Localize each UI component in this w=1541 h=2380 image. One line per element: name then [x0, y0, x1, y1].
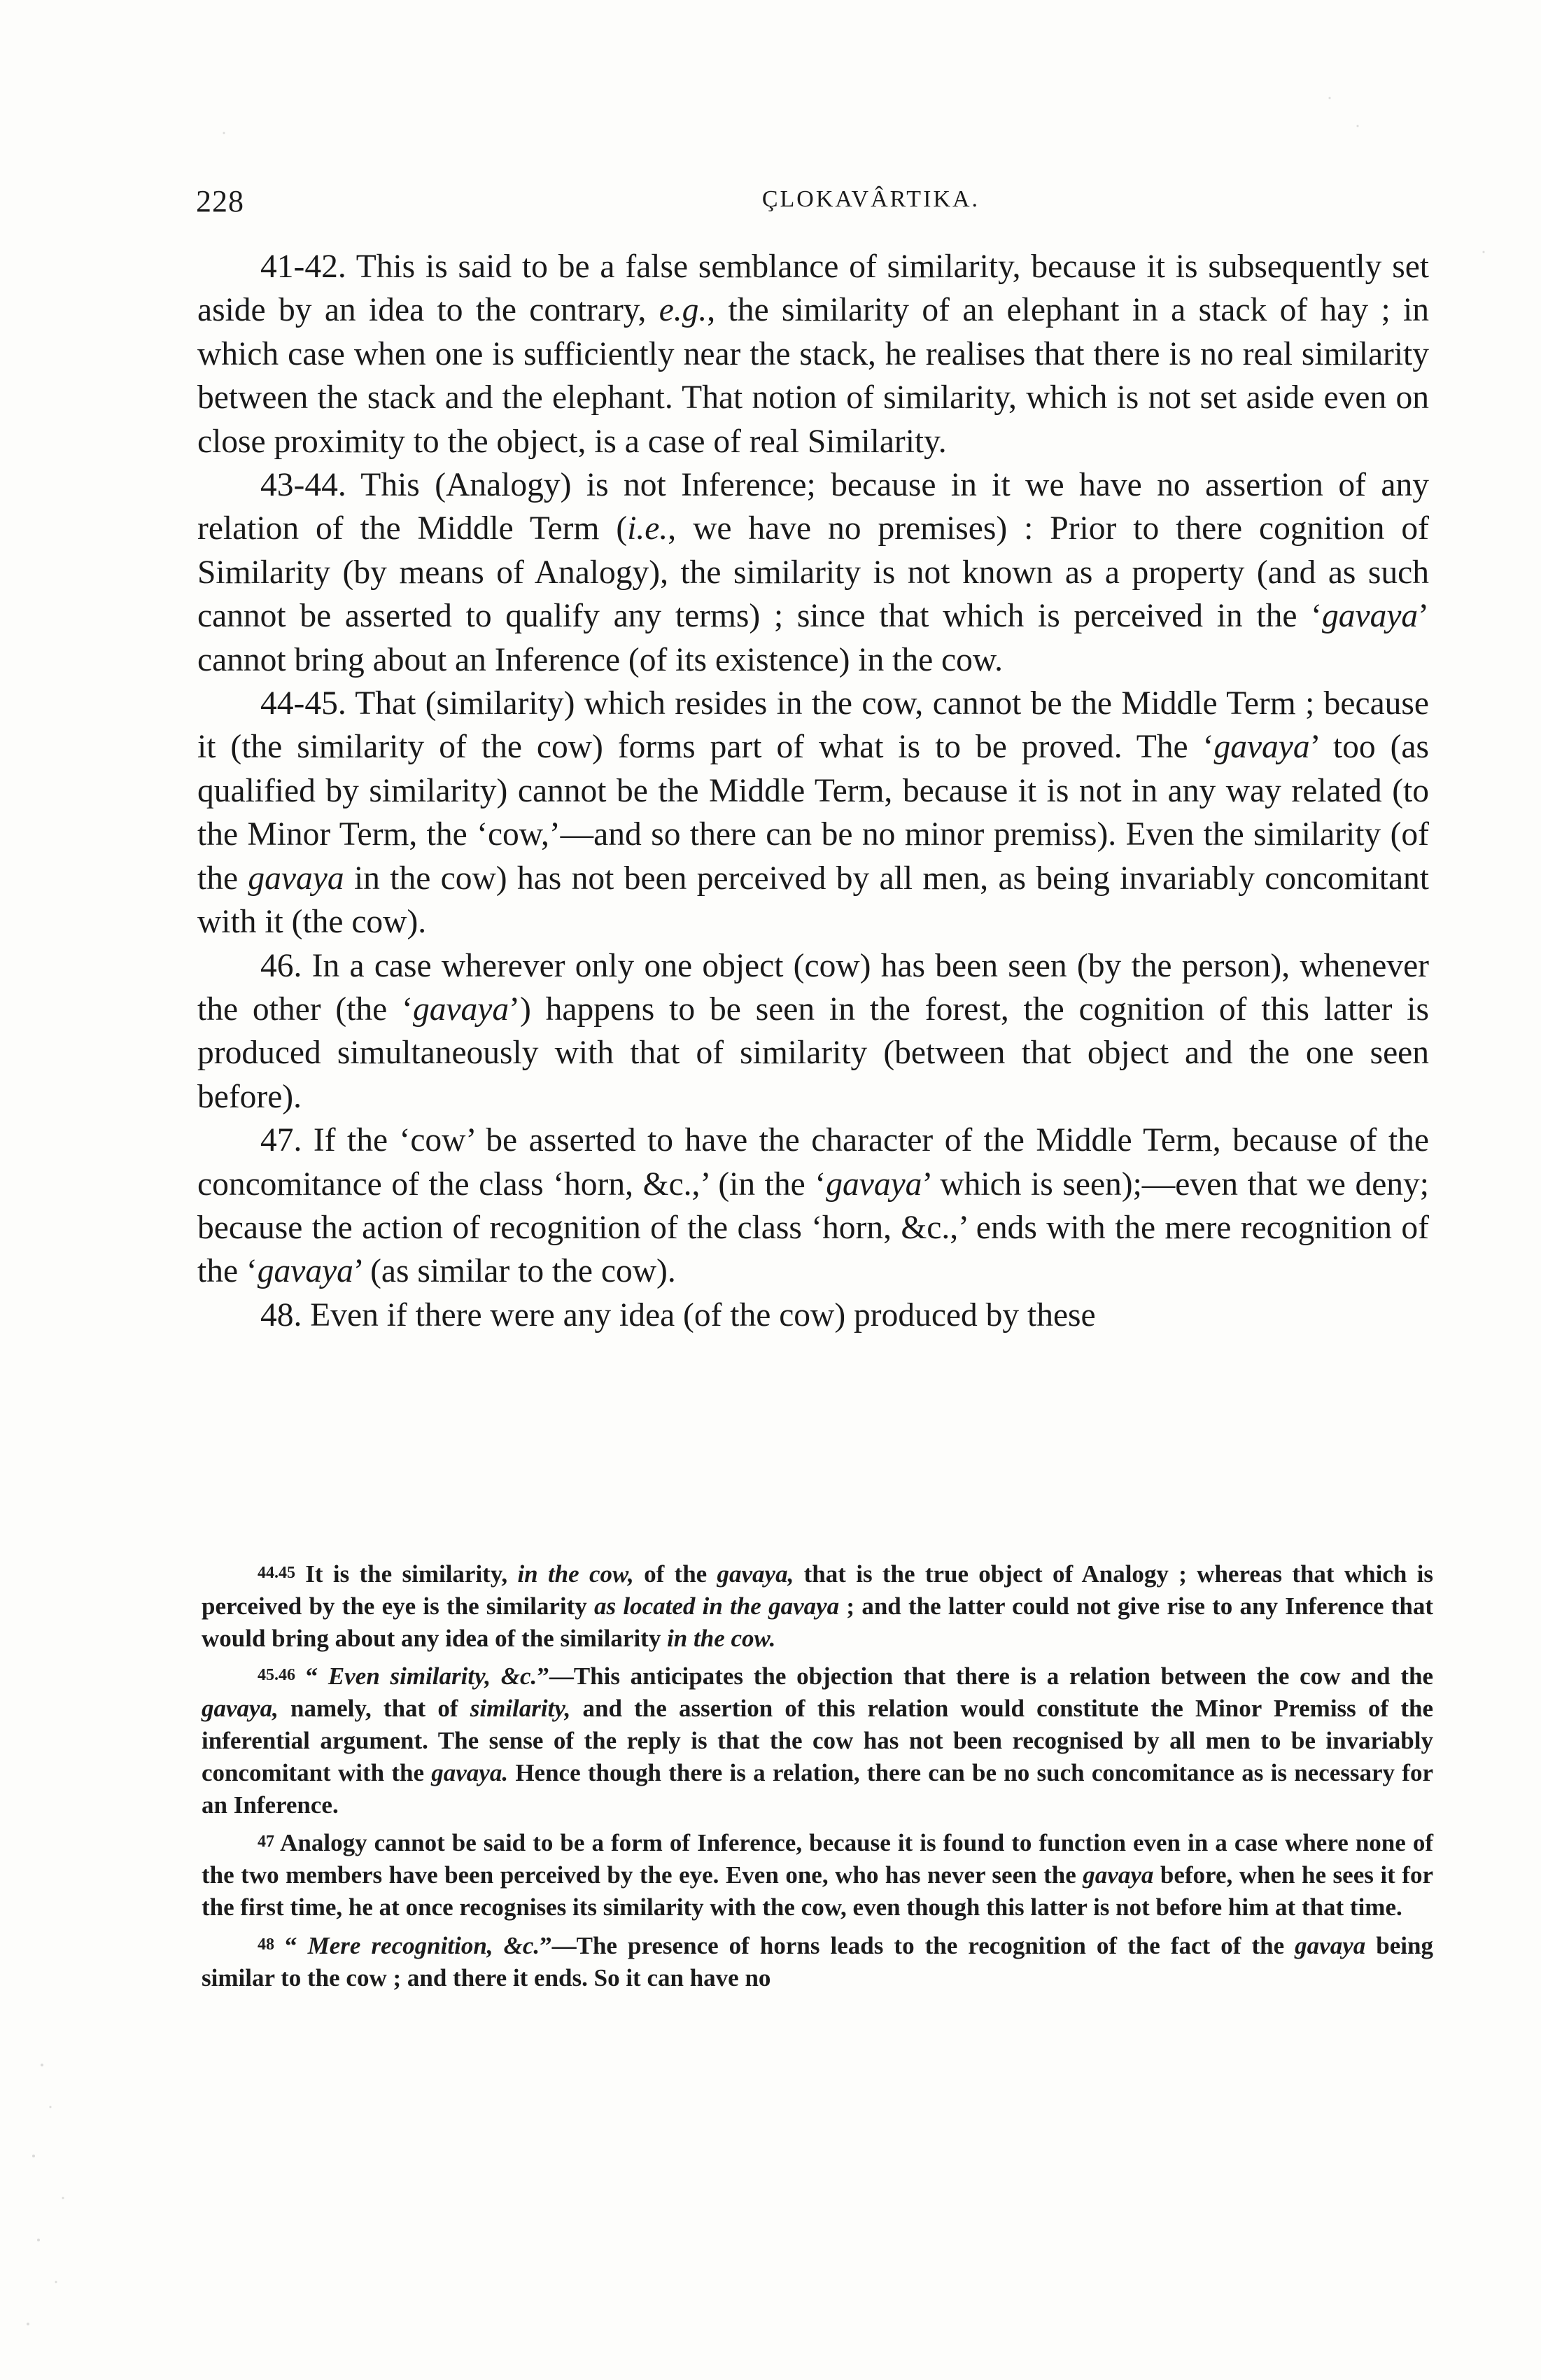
verse-number: 48.	[260, 1296, 302, 1334]
verse-paragraph: 41-42. This is said to be a false semblance of similarity, because it is subsequently set aside by an idea to the contrary, e.g., the similarity of an elephant in a stack of hay ; in which case when one is sufficiently near the stack, he realises that there is no real similarity between the stack and the elephant. That notion of similarity, which is not set aside even on close proximity to the object, is a case of real Similarity.	[197, 248, 1429, 460]
footnote: 44.45 It is the similarity, in the cow, of the gavaya, that is the true object of Analogy ; whereas that which is perceived by the eye is the similarity as located in the gavaya ; and the latter could not give rise to any Inference that would bring about any idea of the similarity in the cow.	[202, 1560, 1434, 1652]
verse-number: 41-42.	[260, 248, 346, 285]
verse-paragraph: 44-45. That (similarity) which resides in the cow, cannot be the Middle Term ; because it (the similarity of the cow) forms part of what is to be proved. The ‘gavaya’ too (as qualified by similarity) cannot be the Middle Term, because it is not in any way related (to the Minor Term, the ‘cow,’—and so there can be no minor premiss). Even the similarity (of the gavaya in the cow) has not been perceived by all men, as being invariably concomitant with it (the cow).	[197, 685, 1430, 941]
page-number: 228	[196, 184, 244, 218]
verse-paragraph: 47. If the ‘cow’ be asserted to have the character of the Middle Term, because of the concomitance of the class ‘horn, &c.,’ (in the ‘gavaya’ which is seen);—even that we deny; because the action of recognition of the class ‘horn, &c.,’ ends with the mere recognition of the ‘gavaya’ (as similar to the cow).	[197, 1122, 1430, 1290]
verse-number: 46.	[260, 947, 302, 984]
footnote: 48 “ Mere recognition, &c.”—The presence of horns leads to the recognition of the fact of the gavaya being similar to the cow ; and there it ends. So it can have no	[202, 1931, 1433, 1991]
footnote: 45.46 “ Even similarity, &c.”—This anticipates the objection that there is a relation between the cow and the gavaya, namely, that of similarity, and the assertion of this relation would constitute the Minor Premiss of the inferential argument. The sense of the reply is that the cow has not been recognised by all men to be invariably concomitant with the gavaya. Hence though there is a relation, there can be no such concomitance as is necessary for an Inference.	[202, 1662, 1433, 1819]
footnote: 47 Analogy cannot be said to be a form of Inference, because it is found to function even in a case where none of the two members have been perceived by the eye. Even one, who has never seen the gavaya before, when he sees it for the first time, he at once recognises its similarity with the cow, even though this latter is not before him at that time.	[202, 1829, 1433, 1921]
footnote-ref: 44.45	[258, 1564, 295, 1582]
footnotes	[202, 1558, 1433, 1999]
verse-number: 47.	[260, 1122, 302, 1159]
verse-paragraph: 48. Even if there were any idea (of the cow) produced by these	[260, 1296, 1096, 1334]
footnote-ref: 48	[258, 1935, 274, 1954]
verse-number: 44-45.	[260, 685, 346, 722]
footnote-ref: 47	[258, 1833, 274, 1851]
verse-number: 43-44.	[260, 467, 346, 504]
footnote-ref: 45.46	[258, 1666, 295, 1685]
running-head	[196, 183, 1428, 225]
verse-paragraph: 46. In a case wherever only one object (cow) has been seen (by the person), whenever the other (the ‘gavaya’) happens to be seen in the forest, the cognition of this latter is produced simultaneously with that of similarity (between that object and the one seen before).	[197, 947, 1429, 1115]
running-title: ÇLOKAVÂRTIKA.	[761, 186, 980, 212]
body-text	[197, 245, 1429, 1337]
verse-paragraph: 43-44. This (Analogy) is not Inference; because in it we have no assertion of any relation of the Middle Term (i.e., we have no premises) : Prior to there cognition of Similarity (by means of Analogy), the similarity is not known as a property (and as such cannot be asserted to qualify any terms) ; since that which is perceived in the ‘gavaya’ cannot bring about an Inference (of its existence) in the cow.	[197, 467, 1429, 678]
